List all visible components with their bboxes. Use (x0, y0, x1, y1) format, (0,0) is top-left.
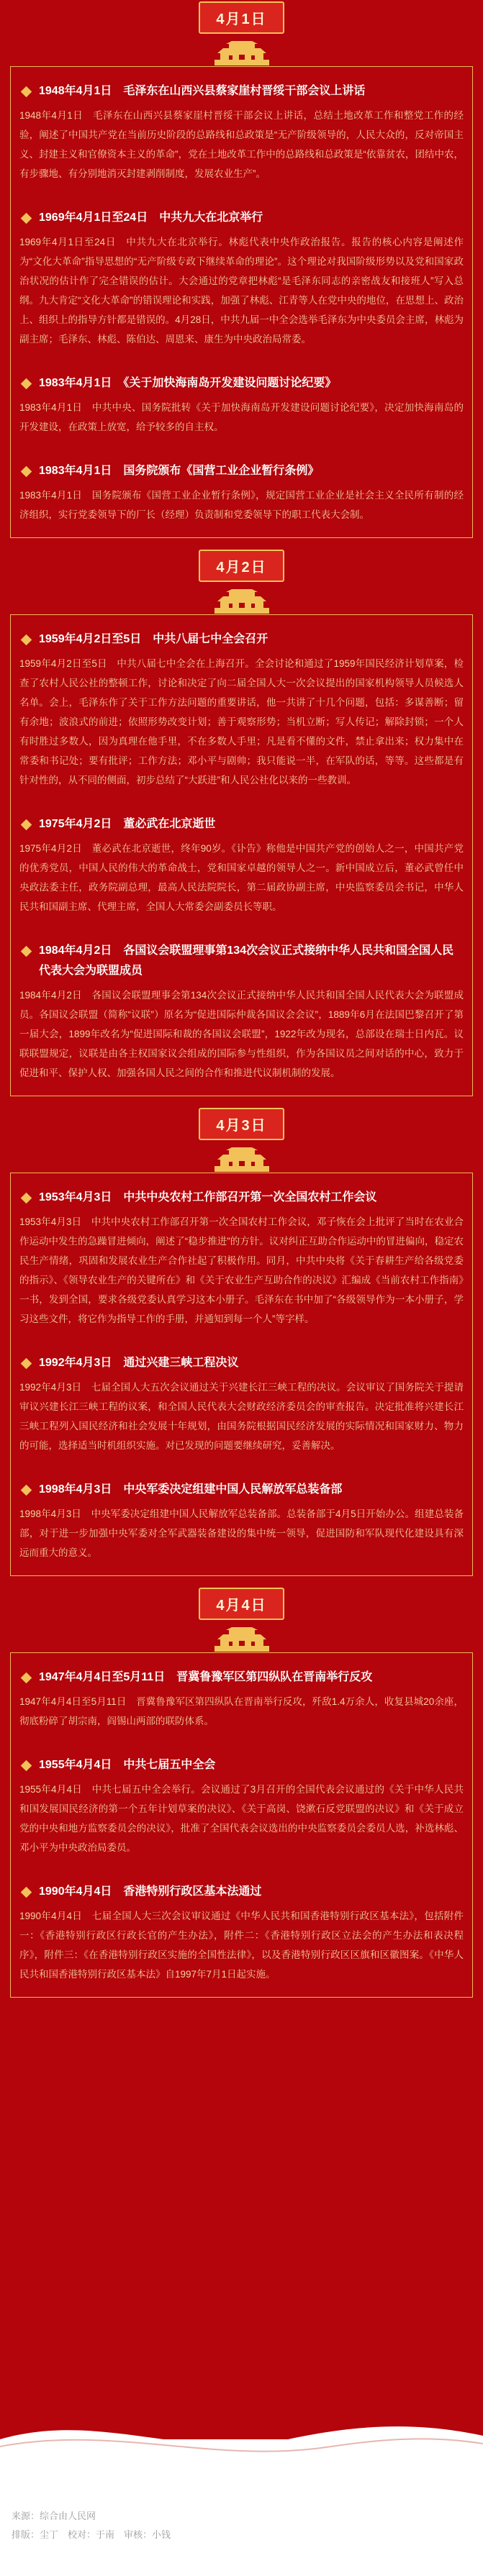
date-badge: 4月1日 (199, 1, 284, 34)
event-title: 1983年4月1日 国务院颁布《国营工业企业暂行条例》 (39, 465, 320, 477)
events-panel (10, 66, 473, 538)
event-title: 1955年4月4日 中共七届五中全会 (39, 1759, 216, 1771)
tiananmen-icon (207, 1147, 276, 1172)
events-panel (10, 614, 473, 1096)
diamond-bullet-icon (21, 946, 32, 957)
day-header (10, 0, 473, 66)
event-title: 1984年4月2日 各国议会联盟理事第134次会议正式接纳中华人民共和国全国人民代表大会为联盟成员 (39, 945, 454, 977)
diamond-bullet-icon (21, 378, 32, 390)
event-item (19, 1882, 464, 1984)
event-body: 1983年4月1日 国务院颁布《国营工业企业暂行条例》，规定国营工业企业是社会主义全民所有制的经济组织，实行党委领导下的厂长（经理）负责制和党委领导下的职工代表大会制。 (19, 490, 464, 520)
event-title: 1992年4月3日 通过兴建三峡工程决议 (39, 1357, 239, 1369)
event-body: 1984年4月2日 各国议会联盟理事会第134次会议正式接纳中华人民共和国全国人民代表大会为联盟成员。各国议会联盟（简称“议联”）原名为“促进国际仲裁各国议会会议”，1889年6月在法国巴黎召开了第一届大会，1899年改名为“促进国际和裁的各国议会联盟”，1922年改为现名，总部设在瑞士日内瓦。议联联盟规定，议联是由各主权国家议会组成的国际参与性组织，作为各国议员之间对话的中心，致力于促进和平、保护人权、加强各国人民之间的合作和推进代议制机制的发展。 (19, 990, 464, 1078)
event-item (19, 461, 464, 524)
event-item (19, 1353, 464, 1455)
diamond-bullet-icon (21, 1485, 32, 1496)
event-item (19, 208, 464, 349)
diamond-bullet-icon (21, 86, 32, 98)
day-section-apr3 (0, 1106, 483, 1576)
event-body: 1953年4月3日 中共中央农村工作部召开第一次全国农村工作会议，邓子恢在会上批评了当时在农业合作运动中发生的急躁冒进倾向，阐述了“稳步推进”的方针。议对纠正互助合作运动中的冒进偏向，稳定农民生产情绪，巩固和发展农业生产合作社起了积极作用。同月，中共中央将《关于春耕生产给各级党委的指示》、《领导农业生产的关键所在》和《关于农业生产互助合作的决议》汇编成《当前农村工作指南》一书，发到全国，要求各级党委认真学习这本小册子。毛泽东在书中加了“各级领导作为一本小册子，学习这些文件，将它作为指导工作的手册，并通知到每一个人”等字样。 (19, 1216, 464, 1324)
event-body: 1959年4月2日至5日 中共八届七中全会在上海召开。全会讨论和通过了1959年国民经济计划草案，检查了农村人民公社的整顿工作，讨论和决定了向二届全国人大一次会议提出的国家机构领导人员候选人名单。会上，毛泽东作了关于工作方法问题的重要讲话，他一共讲了十几个问题，包括：多谋善断；留有余地；波浪式的前进；依照形势改变计划；善于观察形势；当机立断；写人传记；解除封锁；一个人有时胜过多数人，因为真理在他手里，不在多数人手里；凡是看不懂的文件，禁止拿出来；权力集中在常委和书记处；要有批评；工作方法；邓小平与剧帅；我只能说一半，在军队的话，等等。这些都是有针对性的，从不同的侧面，初步总结了“大跃进”和人民公社化以来的一些教训。 (19, 658, 464, 786)
credits-line: 排版：尘丁 校对：于南 审核：小钱 (12, 2529, 171, 2540)
date-badge: 4月4日 (199, 1588, 284, 1620)
event-title: 1969年4月1日至24日 中共九大在北京举行 (39, 211, 263, 224)
event-item (19, 941, 464, 1083)
event-title: 1998年4月3日 中央军委决定组建中国人民解放军总装备部 (39, 1483, 343, 1496)
diamond-bullet-icon (21, 1760, 32, 1772)
event-body: 1983年4月1日 中共中央、国务院批转《关于加快海南岛开发建设问题讨论纪要》，决定加快海南岛的开发建设，在政策上放宽，给予较多的自主权。 (19, 402, 464, 432)
event-body: 1975年4月2日 董必武在北京逝世，终年90岁。《讣告》称他是中国共产党的创始人之一，中国共产党的优秀党员，中国人民的伟大的革命战士，党和国家卓越的领导人之一。新中国成立后，董必武曾任中央政法委主任，政务院副总理，最高人民法院院长，第二届政协副主席，中央监察委员会书记，中华人民共和国副主席、代理主席，全国人大常委会副委员长等职。 (19, 843, 464, 912)
event-title: 1947年4月4日至5月11日 晋冀鲁豫军区第四纵队在晋南举行反攻 (39, 1671, 373, 1683)
day-header (10, 548, 473, 614)
diamond-bullet-icon (21, 1358, 32, 1370)
footer-credits (12, 2507, 171, 2544)
event-body: 1998年4月3日 中央军委决定组建中国人民解放军总装备部。总装备部于4月5日开始办公。组建总装备部，对于进一步加强中央军委对全军武器装备建设的集中统一领导，促进国防和军队现代化建设具有深远而重大的意义。 (19, 1508, 464, 1558)
diamond-bullet-icon (21, 466, 32, 478)
event-item (19, 1667, 464, 1731)
wave-divider (0, 2396, 483, 2461)
day-section-apr2 (0, 548, 483, 1096)
event-item (19, 1188, 464, 1329)
event-body: 1969年4月1日至24日 中共九大在北京举行。林彪代表中央作政治报告。报告的核心内容是阐述作为“文化大革命”指导思想的“无产阶级专政下继续革命的理论”。这个理论对我国阶级形势以及党和国家政治状况的估计作了完全错误的估计。大会通过的党章把林彪“是毛泽东同志的亲密战友和接班人”写入总纲。九大肯定“文化大革命”的错误理论和实践，加强了林彪、江青等人在党中央的地位，在思想上、政治上、组织上的指导方针都是错误的。4月28日，中共九届一中全会选举毛泽东为中央委员会主席，林彪为副主席；毛泽东、林彪、陈伯达、周恩来、康生为中央政治局常委。 (19, 237, 464, 345)
event-item (19, 814, 464, 916)
events-panel (10, 1652, 473, 1998)
day-header (10, 1586, 473, 1652)
event-body: 1990年4月4日 七届全国人大三次会议审议通过《中华人民共和国香港特别行政区基本法》，包括附件一：《香港特别行政区行政长官的产生办法》，附件二：《香港特别行政区立法会的产生办法和表决程序》，附件三：《在香港特别行政区实施的全国性法律》，以及香港特别行政区区旗和区徽图案。《中华人民共和国香港特别行政区基本法》自1997年7月1日起实施。 (19, 1911, 464, 1980)
event-title: 1975年4月2日 董必武在北京逝世 (39, 818, 216, 830)
diamond-bullet-icon (21, 819, 32, 831)
event-body: 1955年4月4日 中共七届五中全会举行。会议通过了3月召开的全国代表会议通过的《关于中华人民共和国发展国民经济的第一个五年计划草案的决议》、《关于高岗、饶漱石反党联盟的决议》和《关于成立党的中央和地方监察委员会的决议》，批准了全国代表会议选出的中央监察委员会委员人选，补选林彪、邓小平为中央政治局委员。 (19, 1784, 464, 1853)
tiananmen-icon (207, 1627, 276, 1652)
event-item (19, 81, 464, 183)
event-body: 1947年4月4日至5月11日 晋冀鲁豫军区第四纵队在晋南举行反攻，歼敌1.4万余人，收复县城20余座，彻底粉碎了胡宗南，阎锡山两部的联防体系。 (19, 1696, 464, 1726)
event-body: 1992年4月3日 七届全国人大五次会议通过关于兴建长江三峡工程的决议。会议审议了国务院关于提请审议兴建长江三峡工程的议案，和全国人民代表大会财政经济委员会的审查报告。决定批准将兴建长江三峡工程列入国民经济和社会发展十年规划，由国务院根据国民经济发展的实际情况和国家财力、物力的可能，选择适当时机组织实施。对已发现的问题要继续研究，妥善解决。 (19, 1382, 464, 1451)
event-item (19, 373, 464, 437)
footer (0, 2439, 483, 2576)
day-header (10, 1106, 473, 1173)
event-item (19, 629, 464, 790)
tiananmen-icon (207, 589, 276, 614)
date-badge: 4月3日 (199, 1108, 284, 1140)
event-title: 1990年4月4日 香港特别行政区基本法通过 (39, 1885, 262, 1898)
event-item (19, 1755, 464, 1857)
diamond-bullet-icon (21, 1193, 32, 1204)
events-panel (10, 1173, 473, 1576)
event-title: 1953年4月3日 中共中央农村工作部召开第一次全国农村工作会议 (39, 1191, 377, 1203)
day-section-apr4 (0, 1586, 483, 1998)
diamond-bullet-icon (21, 1672, 32, 1684)
day-section-apr1 (0, 0, 483, 538)
source-line: 来源：综合由人民网 (12, 2511, 96, 2521)
tiananmen-icon (207, 41, 276, 65)
diamond-bullet-icon (21, 213, 32, 224)
date-badge: 4月2日 (199, 550, 284, 582)
event-title: 1959年4月2日至5日 中共八届七中全会召开 (39, 633, 268, 645)
diamond-bullet-icon (21, 634, 32, 646)
event-title: 1983年4月1日 《关于加快海南岛开发建设问题讨论纪要》 (39, 377, 337, 389)
event-title: 1948年4月1日 毛泽东在山西兴县蔡家崖村晋绥干部会议上讲话 (39, 85, 366, 97)
diamond-bullet-icon (21, 1887, 32, 1898)
event-item (19, 1480, 464, 1562)
event-body: 1948年4月1日 毛泽东在山西兴县蔡家崖村晋绥干部会议上讲话，总结土地改革工作和整党工作的经验，阐述了中国共产党在当前历史阶段的总路线和总政策是“无产阶级领导的，人民大众的，反对帝国主义、封建主义和官僚资本主义的革命”，党在土地改革工作中的总路线和总政策是“依靠贫农，团结中农，有步骤地、有分别地消灭封建剥削制度，发展农业生产”。 (19, 110, 464, 179)
